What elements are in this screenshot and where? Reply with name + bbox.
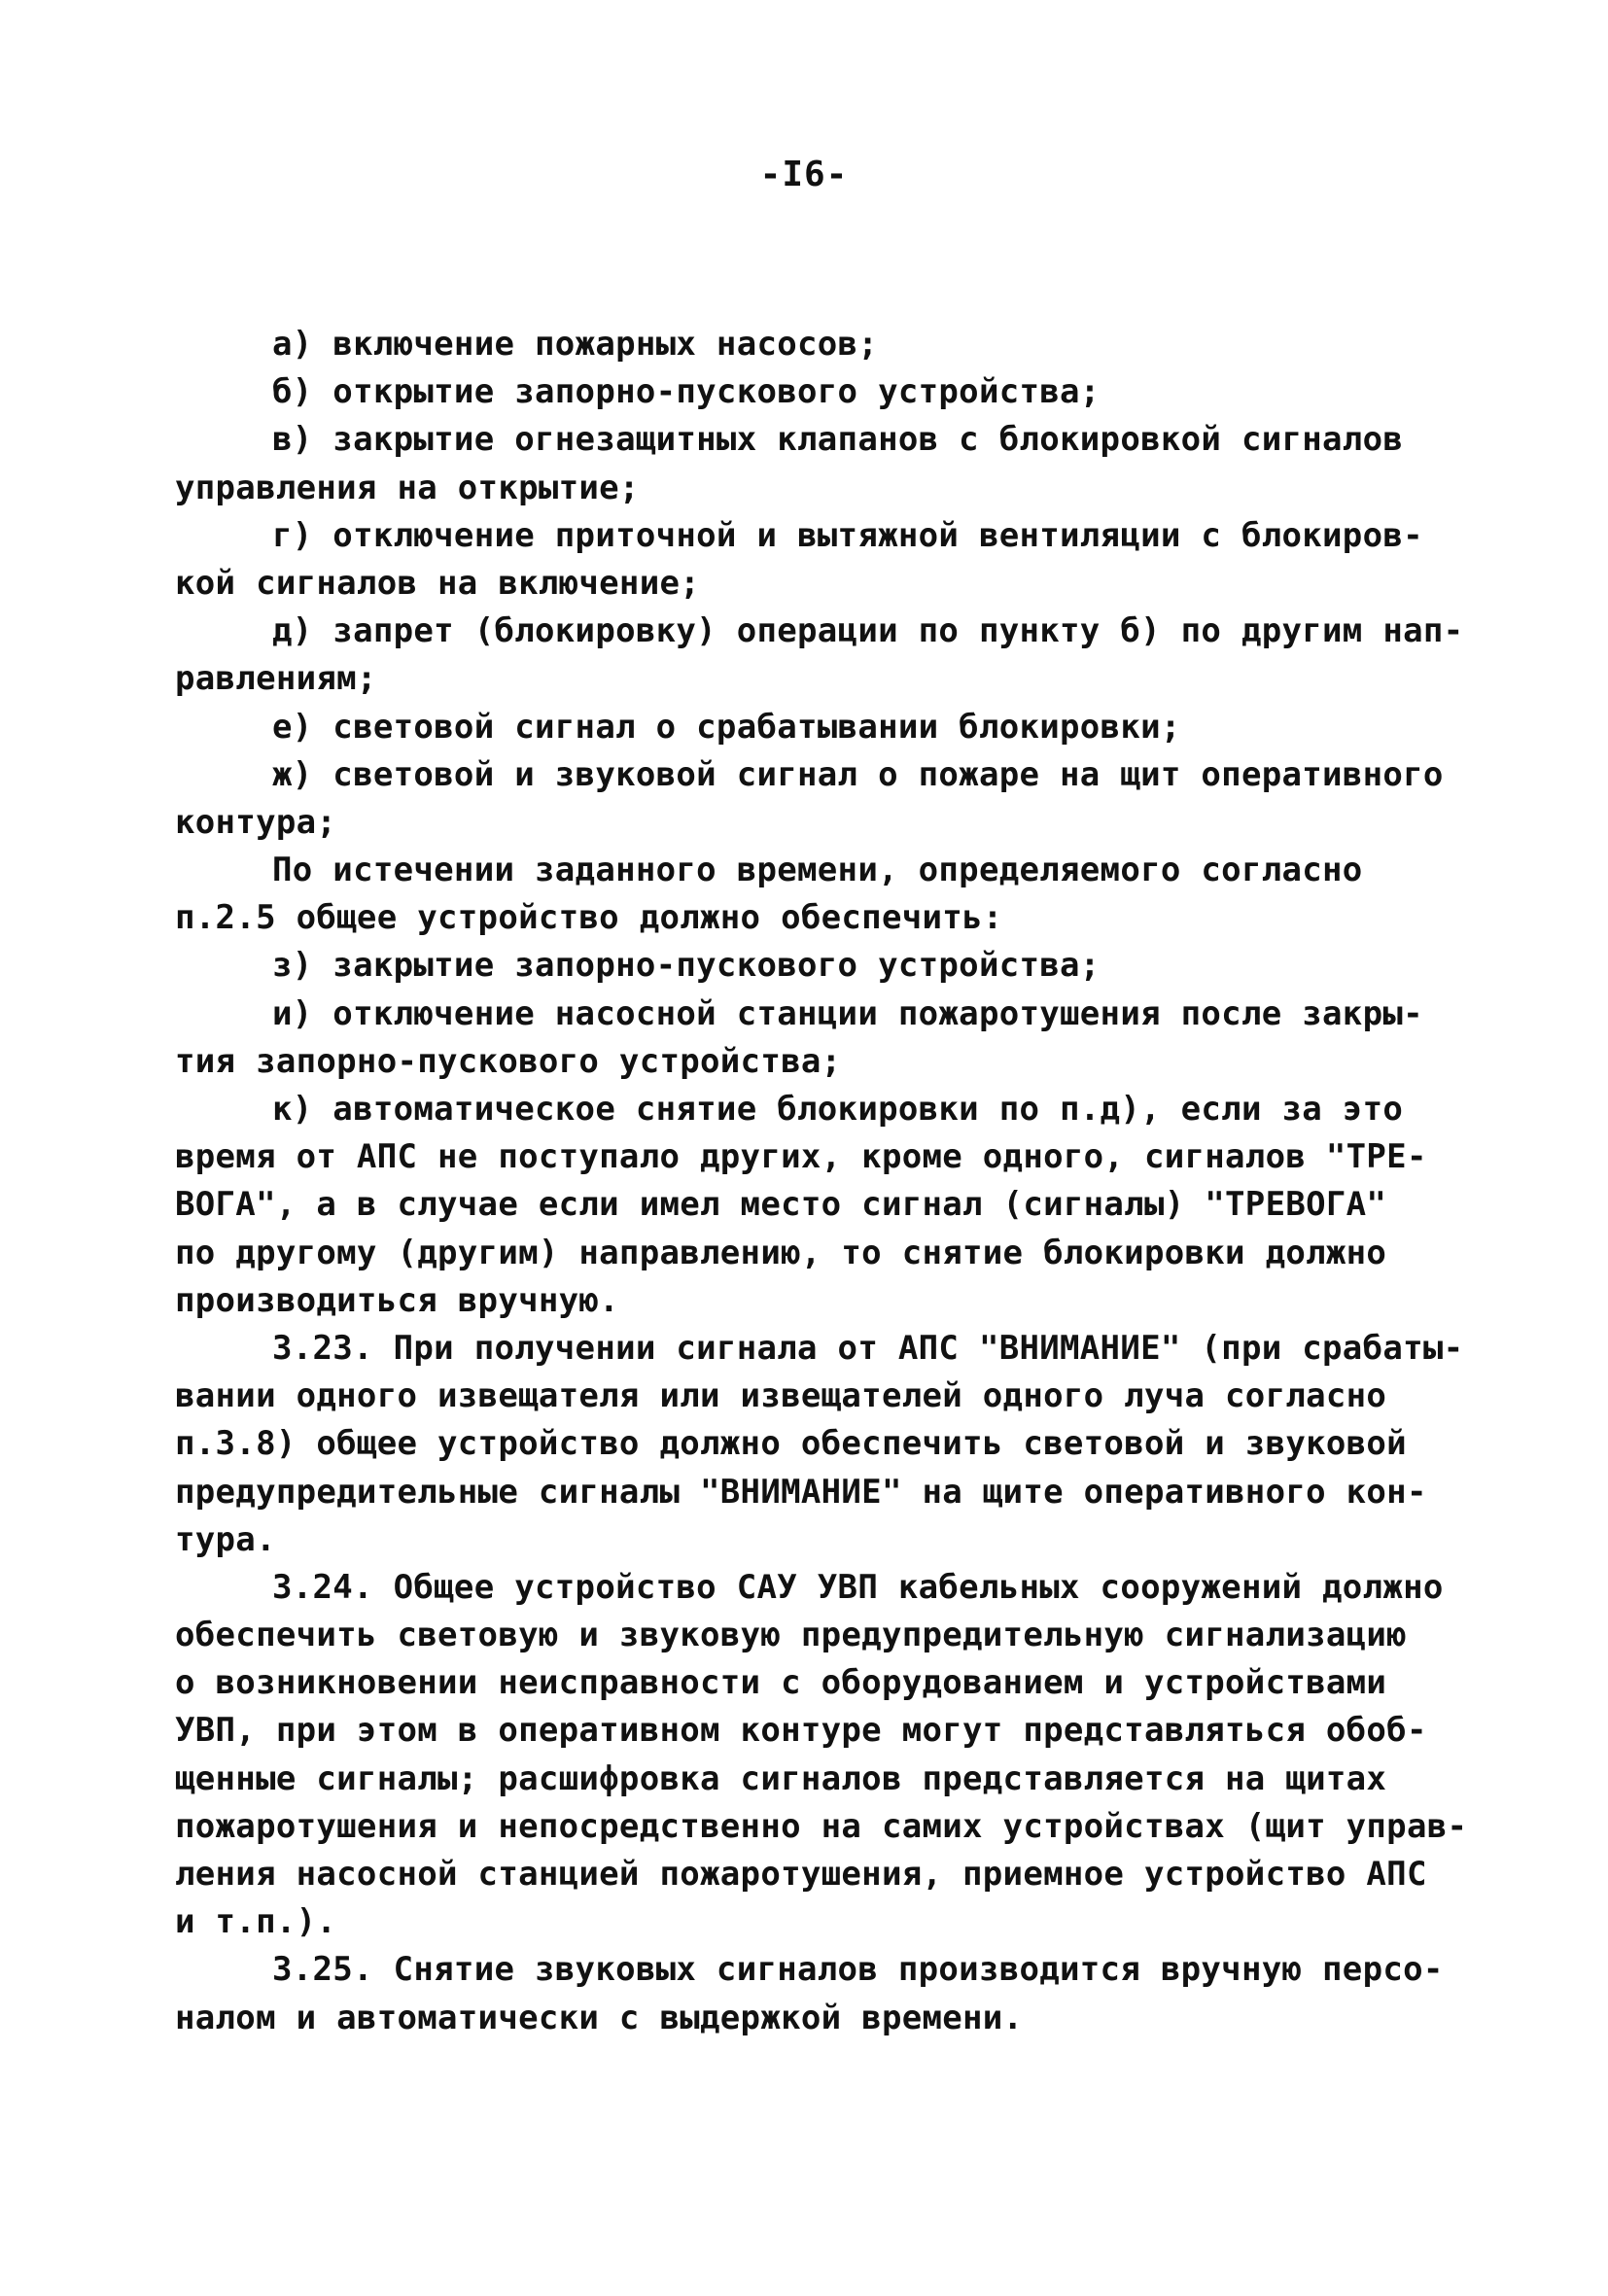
text-line: и) отключение насосной станции пожаротушения после закры- [272, 993, 1423, 1033]
page-number: -I6- [759, 155, 849, 194]
text-line: 3.24. Общее устройство САУ УВП кабельных сооружений должно [272, 1567, 1444, 1607]
text-line: п.2.5 общее устройство должно обеспечить: [175, 898, 1003, 938]
text-line: з) закрытие запорно-пускового устройства; [272, 946, 1101, 986]
text-line: равлениям; [175, 659, 377, 699]
text-line: обеспечить световую и звуковую предупредительную сигнализацию [175, 1616, 1407, 1655]
text-line: о возникновении неисправности с оборудованием и устройствами [175, 1663, 1387, 1703]
body-text [175, 321, 1468, 2042]
text-line: производиться вручную. [175, 1280, 619, 1320]
text-line: по другому (другим) направлению, то снятие блокировки должно [175, 1233, 1387, 1272]
text-line: ления насосной станцией пожаротушения, приемное устройство АПС [175, 1855, 1427, 1894]
text-line: УВП, при этом в оперативном контуре могут представляться обоб- [175, 1711, 1427, 1751]
text-line: тия запорно-пускового устройства; [175, 1041, 842, 1081]
text-line: время от АПС не поступало других, кроме одного, сигналов "ТРЕ- [175, 1137, 1427, 1177]
text-line: а) включение пожарных насосов; [272, 325, 879, 364]
text-line: налом и автоматически с выдержкой времени. [175, 1998, 1024, 2037]
text-line: и т.п.). [175, 1902, 337, 1942]
text-line: По истечении заданного времени, определяемого согласно [272, 851, 1363, 890]
text-line: к) автоматическое снятие блокировки по п.д), если за это [272, 1090, 1404, 1129]
text-line: тура. [175, 1519, 276, 1559]
text-line: кой сигналов на включение; [175, 563, 701, 603]
text-line: д) запрет (блокировку) операции по пункту б) по другим нап- [272, 611, 1464, 651]
text-line: 3.23. При получении сигнала от АПС "ВНИМАНИЕ" (при срабаты- [272, 1328, 1464, 1368]
text-line: предупредительные сигналы "ВНИМАНИЕ" на щите оперативного кон- [175, 1472, 1427, 1512]
text-line: г) отключение приточной и вытяжной вентиляции с блокиров- [272, 515, 1423, 555]
text-line: ж) световой и звуковой сигнал о пожаре на щит оперативного [272, 754, 1444, 794]
text-line: е) световой сигнал о срабатывании блокировки; [272, 707, 1181, 747]
text-line: щенные сигналы; расшифровка сигналов представляется на щитах [175, 1758, 1387, 1798]
text-line: в) закрытие огнезащитных клапанов с блокировкой сигналов [272, 420, 1404, 460]
text-line: управления на открытие; [175, 468, 640, 507]
text-line: 3.25. Снятие звуковых сигналов производится вручную персо- [272, 1950, 1444, 1990]
text-line: п.3.8) общее устройство должно обеспечить световой и звуковой [175, 1424, 1407, 1464]
text-line: б) открытие запорно-пускового устройства; [272, 372, 1101, 412]
text-line: контура; [175, 802, 337, 842]
text-line: ВОГА", а в случае если имел место сигнал (сигналы) "ТРЕВОГА" [175, 1185, 1387, 1225]
text-line: пожаротушения и непосредственно на самих устройствах (щит управ- [175, 1806, 1468, 1846]
text-line: вании одного извещателя или извещателей одного луча согласно [175, 1376, 1387, 1416]
